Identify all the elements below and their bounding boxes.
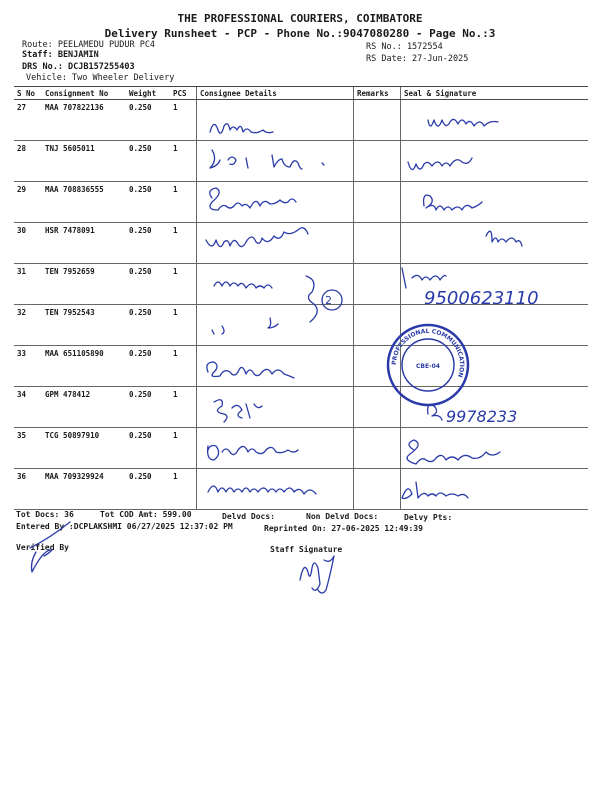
cell-pcs: 1	[170, 305, 197, 346]
cell-weight: 0.250	[126, 387, 170, 428]
cell-signature	[401, 100, 589, 141]
cell-weight: 0.250	[126, 264, 170, 305]
drs-number: DRS No.: DCJB157255403	[22, 62, 135, 72]
cell-remarks	[354, 182, 401, 223]
cell-consignment: TEN 7952659	[42, 264, 126, 305]
delivered-docs: Delvd Docs:	[222, 512, 275, 521]
cell-consignment: TNJ 5605011	[42, 141, 126, 182]
cell-weight: 0.250	[126, 223, 170, 264]
cell-consignee	[197, 182, 354, 223]
cell-consignment: TCG 50897910	[42, 428, 126, 469]
col-header-weight: Weight	[126, 87, 170, 100]
cell-remarks	[354, 305, 401, 346]
seal-text: PROFESSIONAL COMMUNICATION	[390, 327, 466, 379]
table-row	[14, 428, 588, 469]
cell-pcs: 1	[170, 100, 197, 141]
cell-consignment: MAA 651105890	[42, 346, 126, 387]
circled-number: 2	[325, 294, 332, 307]
cell-remarks	[354, 141, 401, 182]
runsheet-table	[14, 86, 588, 510]
cell-consignee	[197, 264, 354, 305]
reprinted-on: Reprinted On: 27-06-2025 12:49:39	[264, 524, 423, 533]
cell-pcs: 1	[170, 264, 197, 305]
table-row	[14, 100, 588, 141]
document-title: THE PROFESSIONAL COURIERS, COIMBATORE	[177, 12, 423, 25]
cell-consignee	[197, 141, 354, 182]
cell-remarks	[354, 223, 401, 264]
cell-signature	[401, 141, 589, 182]
table-row	[14, 264, 588, 305]
cell-consignee	[197, 100, 354, 141]
col-header-consignee: Consignee Details	[197, 87, 354, 100]
document-subtitle: Delivery Runsheet - PCP - Phone No.:9047080280 - Page No.:3	[104, 27, 496, 40]
col-header-remarks: Remarks	[354, 87, 401, 100]
cell-consignment: MAA 708836555	[42, 182, 126, 223]
table-row	[14, 469, 588, 510]
cell-weight: 0.250	[126, 428, 170, 469]
cell-pcs: 1	[170, 387, 197, 428]
col-header-sno: S No	[14, 87, 42, 100]
cell-signature	[401, 469, 589, 510]
cell-consignee	[197, 305, 354, 346]
cell-sno: 29	[14, 182, 42, 223]
cell-remarks	[354, 346, 401, 387]
cell-weight: 0.250	[126, 346, 170, 387]
delivery-points: Delvy Pts:	[404, 513, 453, 522]
handwritten-phone-number-2: 9978233	[446, 407, 518, 426]
cell-remarks	[354, 428, 401, 469]
cell-consignment: GPM 478412	[42, 387, 126, 428]
cell-consignment: MAA 709329924	[42, 469, 126, 510]
cell-sno: 32	[14, 305, 42, 346]
cell-pcs: 1	[170, 346, 197, 387]
cell-consignment: TEN 7952543	[42, 305, 126, 346]
staff-signature	[300, 556, 334, 593]
cell-signature	[401, 428, 589, 469]
cell-pcs: 1	[170, 223, 197, 264]
table-row	[14, 387, 588, 428]
table-row	[14, 223, 588, 264]
staff-signature-label: Staff Signature	[270, 545, 343, 554]
cell-weight: 0.250	[126, 305, 170, 346]
cell-remarks	[354, 264, 401, 305]
cell-weight: 0.250	[126, 141, 170, 182]
cell-pcs: 1	[170, 141, 197, 182]
cell-weight: 0.250	[126, 469, 170, 510]
cell-signature	[401, 387, 589, 428]
table-header-row	[14, 87, 588, 100]
cell-remarks	[354, 469, 401, 510]
table-row	[14, 305, 588, 346]
cell-sno: 30	[14, 223, 42, 264]
cell-pcs: 1	[170, 182, 197, 223]
cell-consignee	[197, 387, 354, 428]
cell-pcs: 1	[170, 428, 197, 469]
total-cod-amount: Tot COD Amt: 599.00	[100, 510, 192, 519]
total-docs: Tot Docs: 36	[16, 510, 74, 519]
verified-by-label: Verified By	[16, 543, 69, 552]
cell-consignment: MAA 707822136	[42, 100, 126, 141]
table-row	[14, 346, 588, 387]
vehicle-label: Vehicle: Two Wheeler Delivery	[26, 73, 175, 83]
cell-weight: 0.250	[126, 100, 170, 141]
cell-consignee	[197, 428, 354, 469]
table-row	[14, 182, 588, 223]
col-header-pcs: PCS	[170, 87, 197, 100]
cell-sno: 35	[14, 428, 42, 469]
cell-sno: 33	[14, 346, 42, 387]
cell-weight: 0.250	[126, 182, 170, 223]
cell-signature	[401, 223, 589, 264]
route-label: Route: PEELAMEDU PUDUR PC4	[22, 40, 156, 50]
cell-signature	[401, 346, 589, 387]
cell-consignee	[197, 223, 354, 264]
cell-sno: 31	[14, 264, 42, 305]
cell-signature	[401, 182, 589, 223]
cell-remarks	[354, 387, 401, 428]
entered-by: Entered By :DCPLAKSHMI 06/27/2025 12:37:02 PM	[16, 522, 233, 531]
table-row	[14, 141, 588, 182]
cell-consignee	[197, 469, 354, 510]
cell-consignee	[197, 346, 354, 387]
non-delivered-docs: Non Delvd Docs:	[306, 512, 379, 521]
col-header-signature: Seal & Signature	[401, 87, 589, 100]
cell-pcs: 1	[170, 469, 197, 510]
cell-signature	[401, 264, 589, 305]
rs-number: RS No.: 1572554	[366, 42, 443, 52]
staff-label: Staff: BENJAMIN	[22, 50, 99, 60]
cell-sno: 36	[14, 469, 42, 510]
cell-sno: 28	[14, 141, 42, 182]
cell-consignment: HSR 7478091	[42, 223, 126, 264]
col-header-consignment: Consignment No	[42, 87, 126, 100]
cell-sno: 27	[14, 100, 42, 141]
cell-signature	[401, 305, 589, 346]
rs-date: RS Date: 27-Jun-2025	[366, 54, 469, 64]
cell-remarks	[354, 100, 401, 141]
seal-code: CBE-04	[416, 363, 440, 370]
cell-sno: 34	[14, 387, 42, 428]
handwritten-phone-number: 9500623110	[424, 288, 539, 309]
